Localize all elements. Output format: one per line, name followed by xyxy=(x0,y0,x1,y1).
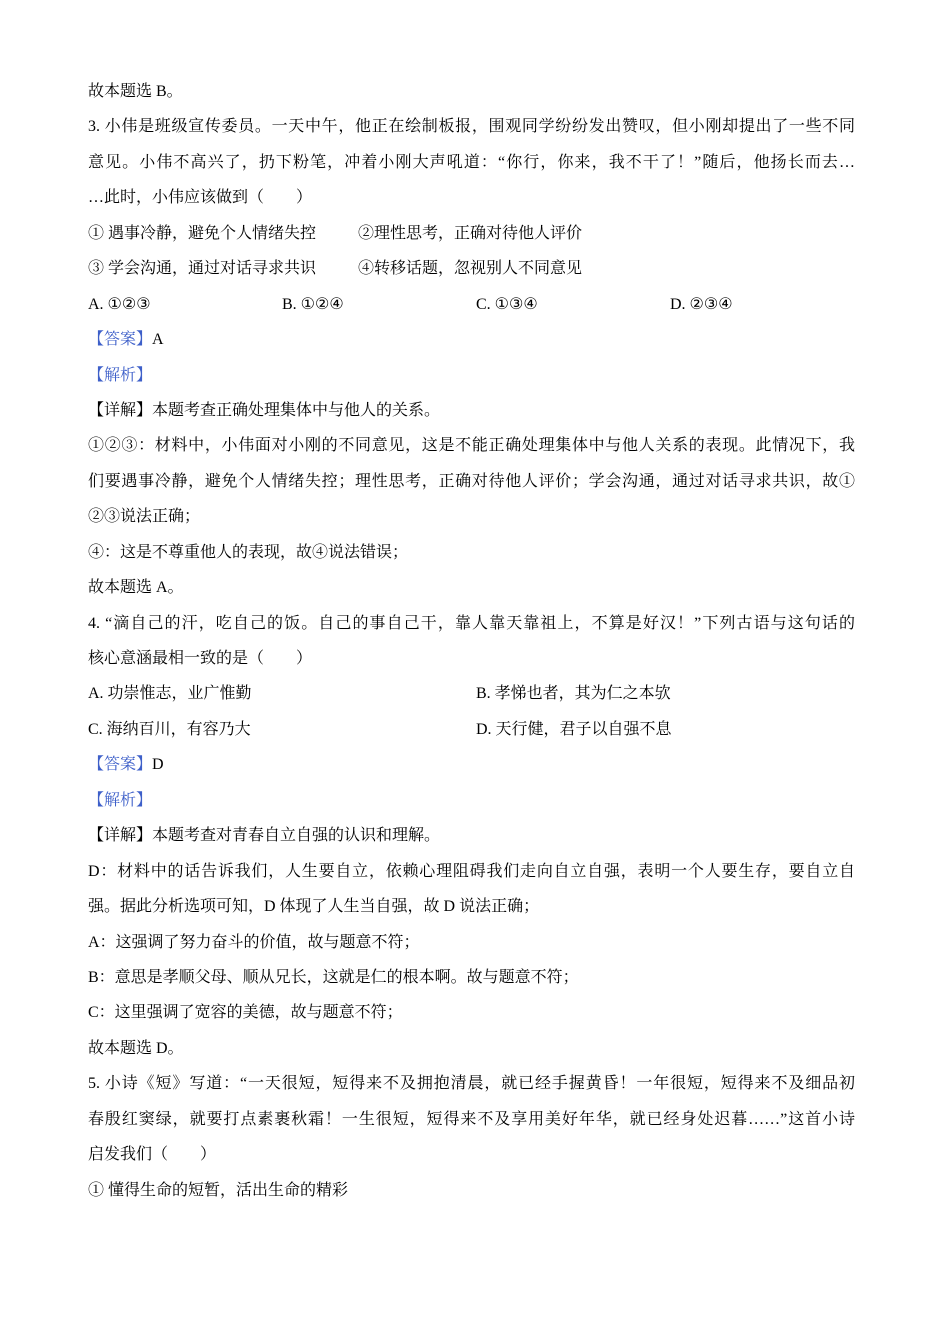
question-4-options-row-2 xyxy=(88,712,855,747)
question-3-detail-line-4: ④：这是不尊重他人的表现，故④说法错误； xyxy=(88,543,409,561)
question-3-stem-line-3: …此时，小伟应该做到（ ） xyxy=(88,189,313,207)
question-3-detail-summary xyxy=(88,393,855,428)
question-5 xyxy=(88,1066,950,1208)
question-4-detail-summary xyxy=(88,818,855,853)
question-4-detail-line-4: B：意思是孝顺父母、顺从兄长，这就是仁的根本啊。故与题意不符； xyxy=(88,968,579,986)
question-4-detail-line-2: 强。据此分析选项可知，D 体现了人生当自强，故 D 说法正确； xyxy=(88,898,540,916)
question-4-answer xyxy=(88,747,855,782)
question-3-statement-2: ②理性思考，正确对待他人评价 xyxy=(358,224,583,242)
question-3-option-b: B. ①②④ xyxy=(282,295,344,313)
question-3-detail-line-1: ①②③：材料中，小伟面对小刚的不同意见，这是不能正确处理集体中与他人关系的表现。此情况下，我 xyxy=(88,437,855,455)
question-4-detail-line-1: D：材料中的话告诉我们，人生要自立，依赖心理阻碍我们走向自立自强，表明一个人要生存，要自立自 xyxy=(88,862,855,880)
question-3-detail-line-3: ②③说法正确； xyxy=(88,508,201,526)
question-3-analysis-tag: 【解析】 xyxy=(88,366,153,384)
question-3-stem-line-1: 3. 小伟是班级宣传委员。一天中午，他正在绘制板报，围观同学纷纷发出赞叹，但小刚却提出了一些不同 xyxy=(88,118,855,136)
question-3-statement-4: ④转移话题，忽视别人不同意见 xyxy=(358,260,583,278)
question-3-option-a: A. ①②③ xyxy=(88,295,151,313)
detail-summary-text: 本题考查对青春自立自强的认识和理解。 xyxy=(152,827,441,845)
question-4-option-a: A. 功崇惟志，业广惟勤 xyxy=(88,685,252,703)
answer-value: D xyxy=(152,756,164,774)
detail-tag: 【详解】 xyxy=(88,827,153,845)
question-3-statements-row-2 xyxy=(88,251,855,286)
question-4-detail-line-3: A：这强调了努力奋斗的价值，故与题意不符； xyxy=(88,933,420,951)
question-5-statement-1: ① 懂得生命的短暂，活出生命的精彩 xyxy=(88,1181,349,1199)
answer-tag: 【答案】 xyxy=(88,331,153,349)
question-3-options-row xyxy=(88,287,855,322)
question-4-analysis-tag: 【解析】 xyxy=(88,791,153,809)
question-5-stem-line-2: 春殷红窦绿，就要打点素裹秋霜！一生很短，短得来不及享用美好年华，就已经身处迟暮……”这首小诗 xyxy=(88,1110,855,1128)
question-3-statements-row-1 xyxy=(88,216,855,251)
question-3-stem-line-2: 意见。小伟不高兴了，扔下粉笔，冲着小刚大声吼道：“你行，你来，我不干了！”随后，他扬长而去… xyxy=(88,153,855,171)
question-3-conclusion: 故本题选 A。 xyxy=(88,579,184,597)
question-3-statement-3: ③ 学会沟通，通过对话寻求共识 xyxy=(88,260,317,278)
question-5-stem-line-3: 启发我们（ ） xyxy=(88,1146,217,1164)
question-4-options-row-1 xyxy=(88,676,855,711)
question-3-option-d: D. ②③④ xyxy=(670,295,733,313)
detail-tag: 【详解】 xyxy=(88,401,153,419)
question-3-option-c: C. ①③④ xyxy=(476,295,538,313)
question-4-conclusion: 故本题选 D。 xyxy=(88,1039,184,1057)
question-4-stem-line-2: 核心意涵最相一致的是（ ） xyxy=(88,650,313,667)
detail-summary-text: 本题考查正确处理集体中与他人的关系。 xyxy=(152,401,441,419)
question-3-statement-1: ① 遇事冷静，避免个人情绪失控 xyxy=(88,224,317,242)
question-3-answer xyxy=(88,322,855,357)
question-4-stem-line-1: 4. “滴自己的汗，吃自己的饭。自己的事自己干，靠人靠天靠祖上，不算是好汉！”下列古语与这句话的 xyxy=(88,614,855,632)
question-3-detail-line-2: 们要遇事冷静，避免个人情绪失控；理性思考，正确对待他人评价；学会沟通，通过对话寻求共识，故① xyxy=(88,472,855,490)
question-4-option-c: C. 海纳百川，有容乃大 xyxy=(88,720,251,738)
question-2-conclusion: 故本题选 B。 xyxy=(88,83,183,100)
question-3 xyxy=(88,109,950,605)
question-4-detail-line-5: C：这里强调了宽容的美德，故与题意不符； xyxy=(88,1004,403,1022)
question-4-option-b: B. 孝悌也者，其为仁之本欤 xyxy=(476,685,671,703)
answer-tag: 【答案】 xyxy=(88,756,153,774)
question-4 xyxy=(88,606,950,1067)
question-4-option-d: D. 天行健，君子以自强不息 xyxy=(476,720,672,738)
answer-value: A xyxy=(152,331,164,349)
question-5-stem-line-1: 5. 小诗《短》写道：“一天很短，短得来不及拥抱清晨，就已经手握黄昏！一年很短，短得来不及细品初 xyxy=(88,1075,855,1093)
